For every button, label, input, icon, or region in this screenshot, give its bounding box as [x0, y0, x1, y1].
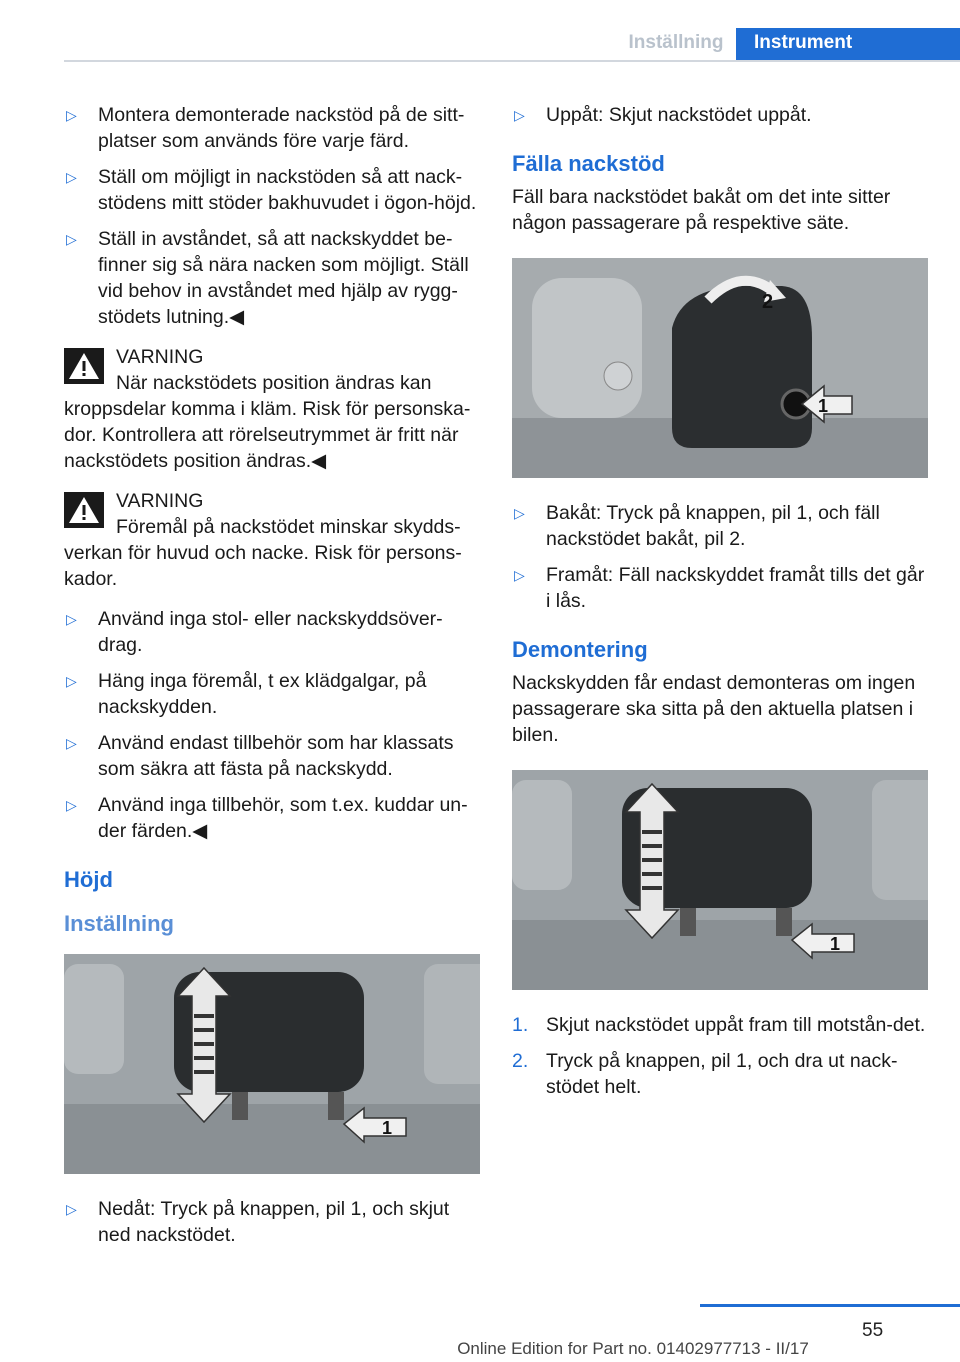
list-item: ▷ Ställ om möjligt in nackstöden så att nack-stödens mitt stöder bakhuvudet i ögon-höjd. — [66, 166, 477, 214]
headrest-height-illustration — [64, 954, 480, 1174]
step-number: 1. — [512, 1014, 529, 1036]
list-item: 1. Skjut nackstödet uppåt fram till motstån-det. — [512, 1014, 926, 1036]
warning-text: När nackstödets position ändras kan kroppsdelar komma i kläm. Risk för personska-dor. Kontrollera att rörelseutrymmet är fritt när nackstödets position ändras.◀ — [64, 372, 471, 472]
triangle-bullet-icon: ▷ — [514, 505, 525, 521]
arrow-label-2: 2 — [762, 291, 774, 313]
triangle-bullet-icon: ▷ — [66, 231, 77, 247]
warning-icon — [64, 348, 104, 384]
right-column — [512, 102, 928, 1110]
left-column — [64, 102, 480, 1258]
triangle-bullet-icon: ▷ — [514, 567, 525, 583]
warning-icon — [64, 492, 104, 528]
triangle-bullet-icon: ▷ — [66, 735, 77, 751]
warning-label: VARNING — [116, 346, 204, 368]
section-heading-hojd: Höjd — [64, 867, 113, 892]
subheading-installning: Inställning — [64, 911, 174, 936]
triangle-bullet-icon: ▷ — [66, 169, 77, 185]
arrow-label-1: 1 — [830, 934, 841, 954]
step-number: 2. — [512, 1050, 529, 1072]
list-item: ▷ Uppåt: Skjut nackstödet uppåt. — [514, 104, 812, 126]
triangle-bullet-icon: ▷ — [514, 107, 525, 123]
triangle-bullet-icon: ▷ — [66, 107, 77, 123]
arrow-label-1: 1 — [382, 1118, 393, 1138]
section-heading-fold: Fälla nackstöd — [512, 151, 665, 176]
list-item: ▷ Häng inga föremål, t ex klädgalgar, på nackskydden. — [66, 670, 427, 718]
page-header — [64, 28, 960, 62]
warning-block — [64, 344, 480, 474]
list-item: 2. Tryck på knappen, pil 1, och dra ut nack-stödet helt. — [512, 1050, 898, 1098]
paragraph: Nackskydden får endast demonteras om ingen passagerare ska sitta på den aktuella platsen i bilen. — [512, 672, 916, 746]
list-item: ▷ Ställ in avståndet, så att nackskyddet be-finner sig så nära nacken som möjligt. Ställ vid behov in avståndet med hjälp av rygg-stödets lutning.◀ — [66, 228, 469, 328]
list-item: ▷ Använd endast tillbehör som har klassats som säkra att fästa på nackskydd. — [66, 732, 454, 780]
section-heading-demontering: Demontering — [512, 637, 648, 662]
list-item: ▷ Använd inga stol- eller nackskyddsöver-drag. — [66, 608, 443, 656]
list-item: ▷ Framåt: Fäll nackskyddet framåt tills det går i lås. — [514, 564, 925, 612]
footer-edition: Online Edition for Part no. 01402977713 - II/17 — [457, 1339, 809, 1358]
warning-block — [64, 488, 480, 592]
footer-accent-line — [700, 1304, 960, 1307]
warning-label: VARNING — [116, 490, 204, 512]
list-item: ▷ Använd inga tillbehör, som t.ex. kuddar un-der färden.◀ — [66, 794, 468, 842]
page-number: 55 — [862, 1320, 884, 1341]
triangle-bullet-icon: ▷ — [66, 673, 77, 689]
headrest-fold-illustration — [512, 258, 928, 478]
triangle-bullet-icon: ▷ — [66, 611, 77, 627]
warning-text: Föremål på nackstödet minskar skydds-verkan för huvud och nacke. Risk för persons-kador. — [64, 516, 462, 590]
triangle-bullet-icon: ▷ — [66, 797, 77, 813]
list-item: ▷ Montera demonterade nackstöd på de sitt-platser som används före varje färd. — [66, 104, 465, 152]
tab-installning[interactable]: Inställning — [628, 32, 724, 53]
triangle-bullet-icon: ▷ — [66, 1201, 77, 1217]
tab-instrument[interactable]: Instrument — [736, 28, 960, 62]
list-item: ▷ Bakåt: Tryck på knappen, pil 1, och fäll nackstödet bakåt, pil 2. — [514, 502, 880, 550]
paragraph: Fäll bara nackstödet bakåt om det inte sitter någon passagerare på respektive säte. — [512, 186, 891, 234]
arrow-label-1: 1 — [818, 396, 829, 416]
header-divider — [64, 60, 960, 62]
headrest-removal-illustration — [512, 770, 928, 990]
list-item: ▷ Nedåt: Tryck på knappen, pil 1, och skjut ned nackstödet. — [66, 1198, 450, 1246]
